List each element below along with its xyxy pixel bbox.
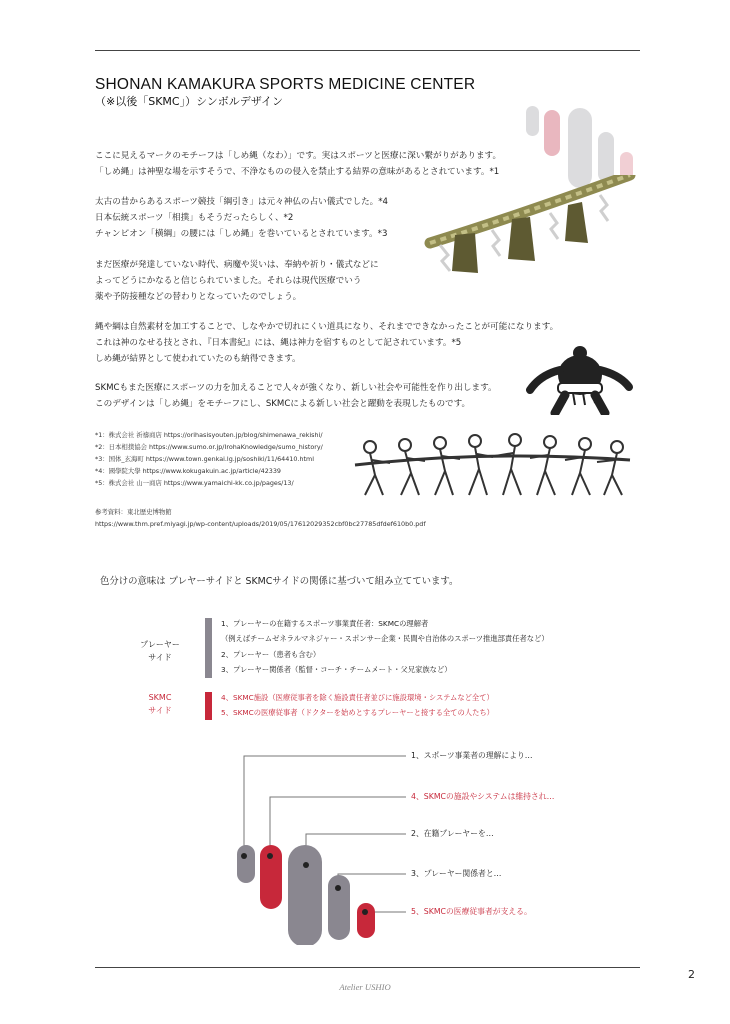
diagram-callout-1: 1、スポーツ事業者の理解により… bbox=[411, 751, 533, 760]
player-side-label bbox=[125, 638, 195, 664]
player-side-label-line: プレーヤー bbox=[140, 640, 180, 649]
shimenawa-illustration bbox=[400, 175, 640, 285]
paragraph-2 bbox=[95, 194, 388, 243]
reference-item: *1：株式会社 祈禱商店 https://orihasisyouten.jp/blog/shimenawa_rekishi/ bbox=[95, 431, 323, 439]
paragraph-line: 日本伝統スポーツ「相撲」もそうだったらしく、*2 bbox=[95, 213, 294, 224]
diagram-dot-3 bbox=[335, 885, 341, 891]
paragraph-line: よってどうにかなると信じられていました。それらは現代医療でいう bbox=[95, 276, 362, 287]
paragraph-line: 薬や予防接種などの替わりとなっていたのでしょう。 bbox=[95, 292, 302, 303]
diagram-dot-5 bbox=[362, 909, 368, 915]
paragraph-line: チャンピオン「横綱」の腰には「しめ縄」を巻いているとされています。*3 bbox=[95, 229, 388, 240]
diagram-callout-2: 2、在籍プレーヤーを… bbox=[411, 829, 494, 838]
logo-bar-2 bbox=[544, 110, 560, 156]
diagram-pill-3 bbox=[328, 875, 350, 940]
wrestler-arm-left bbox=[530, 370, 560, 390]
player-side-item: 2、プレーヤー（患者も含む） bbox=[221, 649, 321, 659]
paragraph-line: このデザインは「しめ縄」をモチーフにし、SKMCによる新しい社会と躍動を表現したものです。 bbox=[95, 399, 471, 410]
player-side-label-line: サイド bbox=[148, 653, 172, 662]
diagram-callout-5: 5、SKMCの医療従事者が支える。 bbox=[411, 907, 532, 916]
bottom-rule bbox=[95, 967, 640, 968]
paragraph-line: 太古の昔からあるスポーツ競技「綱引き」は元々神仏の占い儀式でした。*4 bbox=[95, 197, 389, 207]
diagram-dot-4 bbox=[267, 853, 273, 859]
skmc-side-item: 5、SKMCの医療従事者（ドクターを始めとするプレーヤーと接する全ての人たち） bbox=[221, 708, 494, 718]
source-url: https://www.thm.pref.miyagi.jp/wp-content/uploads/2019/05/17612029352cbf0bc27785dfdef610b0.pdf bbox=[95, 519, 426, 528]
tassel-1 bbox=[452, 233, 478, 273]
footer-brand: Atelier USHIO bbox=[339, 982, 391, 992]
skmc-side-label-line: SKMC bbox=[148, 693, 172, 702]
diagram-pill-5 bbox=[357, 903, 375, 938]
reference-item: *5：株式会社 山一商店 https://www.yamaichi-kk.co.jp/pages/13/ bbox=[95, 478, 294, 487]
shide-3 bbox=[550, 213, 558, 239]
leader-line-1 bbox=[244, 756, 406, 854]
skmc-side-label-line: サイド bbox=[148, 706, 172, 715]
source-label: 参考資料：東北歴史博物館 bbox=[95, 508, 172, 516]
source-reference bbox=[95, 507, 426, 531]
paragraph-line: SKMCもまた医療にスポーツの力を加えることで人々が強くなり、新しい社会や可能性を作り出します。 bbox=[95, 383, 497, 393]
paragraph-4 bbox=[95, 319, 558, 368]
player-side-color-bar bbox=[205, 618, 212, 678]
reference-item: *3：国体_玄海町 https://www.town.genkai.lg.jp/soshiki/11/64410.html bbox=[95, 454, 315, 463]
logo-bar-1 bbox=[526, 106, 539, 136]
wrestler-legs bbox=[555, 395, 605, 413]
player-side-item: 3、プレーヤー関係者（監督・コーチ・チームメート・父兄家族など） bbox=[221, 664, 452, 674]
paragraph-line: ここに見えるマークのモチーフは「しめ縄（なわ）」です。実はスポーツと医療に深い繋がりがあります。 bbox=[95, 151, 502, 161]
paragraph-line: これは神のなせる技とされ、『日本書紀』には、縄は神力を宿すものとして記されています。*5 bbox=[95, 338, 462, 349]
skmc-side-list bbox=[221, 690, 494, 721]
player-side-item: 1、プレーヤーの在籍するスポーツ事業責任者：SKMCの理解者 bbox=[221, 619, 429, 628]
page-number: 2 bbox=[688, 968, 695, 981]
player-side-list bbox=[221, 616, 549, 677]
sumo-wrestler-illustration bbox=[525, 345, 635, 415]
paragraph-1 bbox=[95, 148, 501, 180]
reference-item: *2：日本相撲協会 https://www.sumo.or.jp/IrohaKnowledge/sumo_history/ bbox=[95, 442, 323, 451]
tassel-2 bbox=[508, 217, 535, 261]
shide-1 bbox=[440, 245, 450, 271]
page-subtitle: （※以後「SKMC」）シンボルデザイン bbox=[95, 95, 284, 108]
tug-of-war-illustration bbox=[345, 425, 635, 505]
player-side-item: （例えばチームゼネラルマネジャー・スポンサー企業・民間や自治体のスポーツ推進部責任者など） bbox=[221, 634, 549, 644]
diagram-pill-1 bbox=[237, 845, 255, 883]
diagram-pill-2 bbox=[288, 845, 322, 945]
diagram-callout-4: 4、SKMCの施設やシステムは維持され… bbox=[411, 792, 555, 801]
paragraph-line: 「しめ縄」は神聖な場を示すそうで、不浄なものの侵入を禁止する結界の意味があるとされています。*1 bbox=[95, 167, 500, 178]
paragraph-line: まだ医療が発達していない時代、病魔や災いは、奉納や祈り・儀式などに bbox=[95, 260, 379, 270]
wrestler-head bbox=[573, 346, 587, 360]
leader-line-4 bbox=[270, 797, 406, 856]
tassel-3 bbox=[565, 202, 588, 243]
paragraph-line: しめ縄が結界として使われていたのも納得できます。 bbox=[95, 354, 301, 365]
reference-list bbox=[95, 430, 323, 490]
diagram-dot-2 bbox=[303, 862, 309, 868]
diagram-dot-1 bbox=[241, 853, 247, 859]
skmc-side-label bbox=[125, 691, 195, 717]
color-meaning-heading: 色分けの意味は プレヤーサイドと SKMCサイドの関係に基づいて組み立てています。 bbox=[100, 576, 459, 587]
shide-2 bbox=[492, 230, 500, 256]
reference-item: *4：國學院大學 https://www.kokugakuin.ac.jp/article/42339 bbox=[95, 466, 281, 475]
diagram-callout-3: 3、プレーヤー関係者と… bbox=[411, 869, 502, 878]
paragraph-5 bbox=[95, 380, 497, 412]
skmc-side-item: 4、SKMC施設（医療従事者を除く施設責任者並びに施設環境・システムなど全て） bbox=[221, 693, 494, 702]
page-title: SHONAN KAMAKURA SPORTS MEDICINE CENTER bbox=[95, 76, 476, 93]
wrestler-arm-right bbox=[600, 370, 629, 387]
symbol-structure-diagram bbox=[230, 745, 410, 945]
paragraph-line: 縄や綱は自然素材を加工することで、しなやかで切れにくい道具になり、それまでできなかったことが可能になります。 bbox=[95, 322, 559, 332]
top-rule bbox=[95, 50, 640, 51]
skmc-side-color-bar bbox=[205, 692, 212, 720]
shide-4 bbox=[600, 195, 608, 221]
paragraph-3 bbox=[95, 257, 379, 306]
